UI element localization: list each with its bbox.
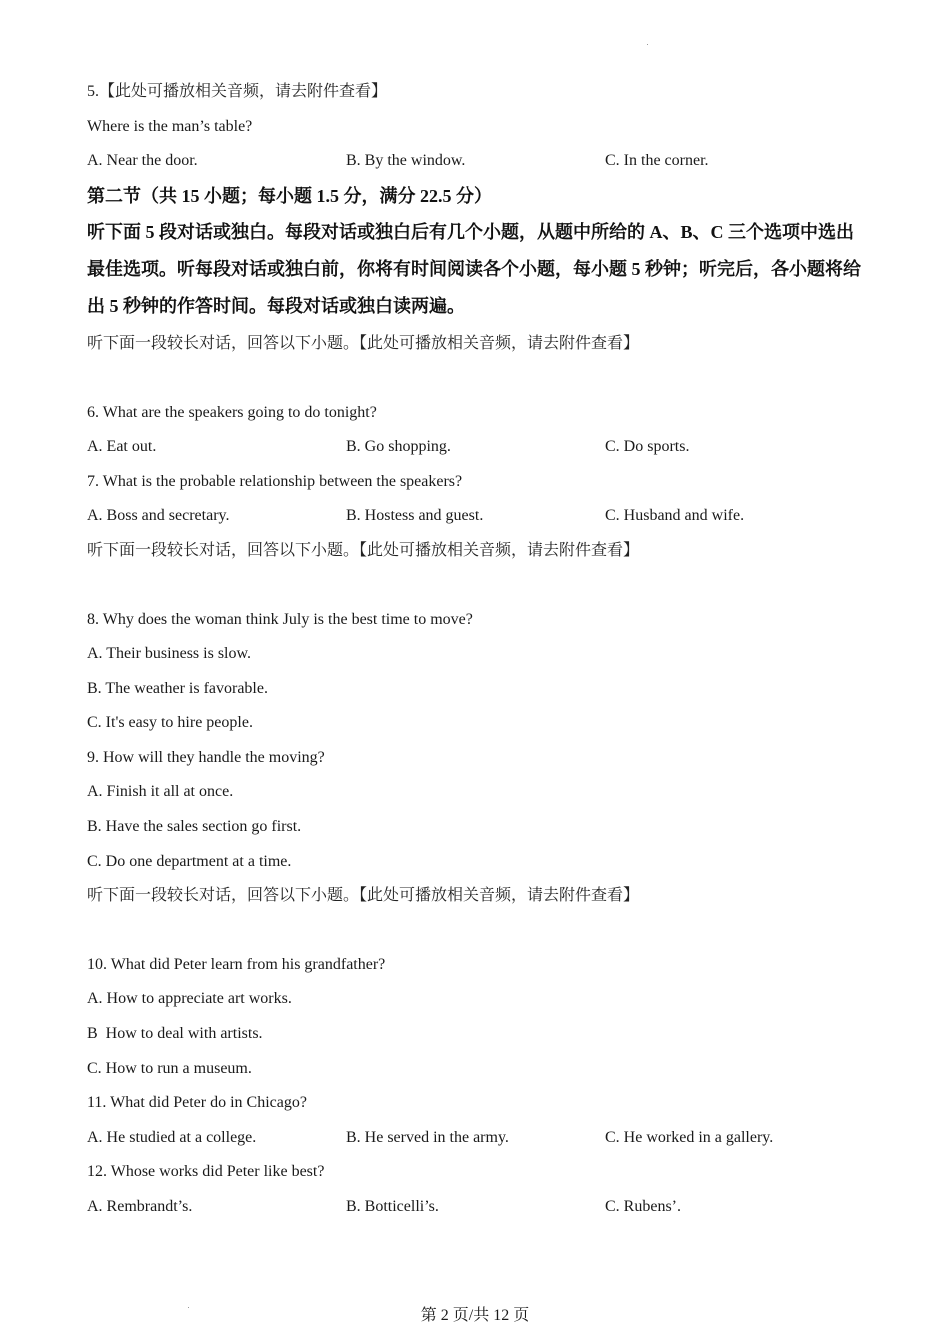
q5-option-a[interactable]: A. Near the door.	[87, 152, 198, 169]
q8-question: 8. Why does the woman think July is the best time to move?	[87, 611, 473, 628]
q9-option-b[interactable]: B. Have the sales section go first.	[87, 818, 302, 835]
q10-option-a[interactable]: A. How to appreciate art works.	[87, 990, 292, 1007]
q8-option-a[interactable]: A. Their business is slow.	[87, 645, 251, 662]
scan-speck-top	[647, 44, 648, 45]
section-heading: 第二节（共 15 小题；每小题 1.5 分，满分 22.5 分）	[87, 186, 492, 206]
audio-prompt-1[interactable]: 听下面一段较长对话，回答以下小题。【此处可播放相关音频，请去附件查看】	[87, 335, 640, 352]
q9-option-c[interactable]: C. Do one department at a time.	[87, 853, 292, 870]
audio-prompt-2[interactable]: 听下面一段较长对话，回答以下小题。【此处可播放相关音频，请去附件查看】	[87, 542, 640, 559]
q5-option-b[interactable]: B. By the window.	[346, 152, 466, 169]
page-number-footer: 第 2 页/共 12 页	[420, 1307, 530, 1324]
q11-question: 11. What did Peter do in Chicago?	[87, 1094, 307, 1111]
q7-option-a[interactable]: A. Boss and secretary.	[87, 507, 230, 524]
q8-option-b[interactable]: B. The weather is favorable.	[87, 680, 268, 697]
q11-option-b[interactable]: B. He served in the army.	[346, 1129, 509, 1146]
q5-question: Where is the man’s table?	[87, 118, 253, 135]
q7-option-b[interactable]: B. Hostess and guest.	[346, 507, 484, 524]
q12-option-c[interactable]: C. Rubens’.	[605, 1198, 681, 1215]
q9-option-a[interactable]: A. Finish it all at once.	[87, 783, 234, 800]
q8-option-c[interactable]: C. It's easy to hire people.	[87, 714, 253, 731]
q6-option-c[interactable]: C. Do sports.	[605, 438, 690, 455]
q10-question: 10. What did Peter learn from his grandfather?	[87, 956, 386, 973]
q6-question: 6. What are the speakers going to do tonight?	[87, 404, 377, 421]
q12-question: 12. Whose works did Peter like best?	[87, 1163, 325, 1180]
q5-option-c[interactable]: C. In the corner.	[605, 152, 709, 169]
q10-option-c[interactable]: C. How to run a museum.	[87, 1060, 252, 1077]
q6-option-a[interactable]: A. Eat out.	[87, 438, 157, 455]
q11-option-a[interactable]: A. He studied at a college.	[87, 1129, 257, 1146]
q5-audio-prompt[interactable]: 5.【此处可播放相关音频，请去附件查看】	[87, 83, 388, 100]
q10-option-b[interactable]: B How to deal with artists.	[87, 1025, 263, 1042]
audio-prompt-3[interactable]: 听下面一段较长对话，回答以下小题。【此处可播放相关音频，请去附件查看】	[87, 887, 640, 904]
q7-option-c[interactable]: C. Husband and wife.	[605, 507, 745, 524]
q6-option-b[interactable]: B. Go shopping.	[346, 438, 451, 455]
q7-question: 7. What is the probable relationship between the speakers?	[87, 473, 463, 490]
q12-option-a[interactable]: A. Rembrandt’s.	[87, 1198, 193, 1215]
q11-option-c[interactable]: C. He worked in a gallery.	[605, 1129, 774, 1146]
q12-option-b[interactable]: B. Botticelli’s.	[346, 1198, 439, 1215]
q9-question: 9. How will they handle the moving?	[87, 749, 325, 766]
section-instructions: 听下面 5 段对话或独白。每段对话或独白后有几个小题，从题中所给的 A、B、C 三个选项中选出最佳选项。听每段对话或独白前，你将有时间阅读各个小题，每小题 5 秒钟；听完后，各小题将给出 5 秒钟的作答时间。每段对话或独白读两遍。	[87, 222, 861, 316]
